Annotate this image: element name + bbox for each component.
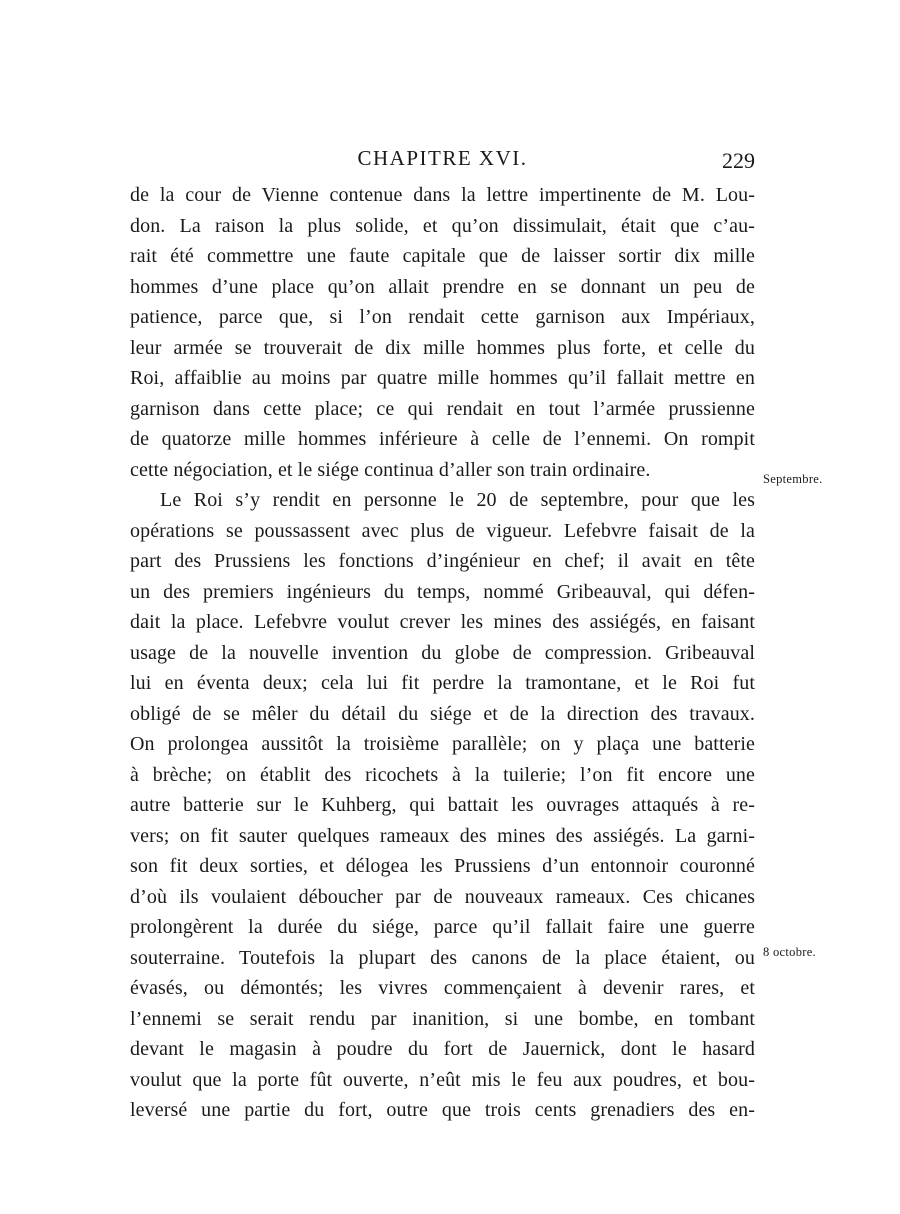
text-line: souterraine. Toutefois la plupart des canons de la place étaient, ou <box>130 946 755 969</box>
running-title: CHAPITRE XVI. <box>357 146 528 170</box>
text-line: voulut que la porte fût ouverte, n’eût mis le feu aux poudres, et bou- <box>130 1068 755 1091</box>
text-line: de la cour de Vienne contenue dans la lettre impertinente de M. Lou- <box>130 184 755 206</box>
page-number: 229 <box>722 148 755 173</box>
text-line: l’ennemi se serait rendu par inanition, si une bombe, en tombant <box>130 1007 755 1030</box>
text-line: son fit deux sorties, et délogea les Prussiens d’un entonnoir couronné <box>130 855 755 877</box>
text-line: prolongèrent la durée du siége, parce qu’il fallait faire une guerre <box>130 916 755 938</box>
text-line: à brèche; on établit des ricochets à la tuilerie; l’on fit encore une <box>130 763 755 786</box>
margin-note-septembre: Septembre. <box>763 472 823 486</box>
text-line: hommes d’une place qu’on allait prendre en se donnant un peu de <box>130 275 755 298</box>
text-line: d’où ils voulaient déboucher par de nouveaux rameaux. Ces chicanes <box>130 885 755 908</box>
text-line: autre batterie sur le Kuhberg, qui battait les ouvrages attaqués à re- <box>130 794 755 816</box>
text-line: garnison dans cette place; ce qui rendait en tout l’armée prussienne <box>130 397 755 420</box>
page-header <box>130 146 755 176</box>
text-line: lui en éventa deux; cela lui fit perdre la tramontane, et le Roi fut <box>130 672 755 694</box>
text-line: un des premiers ingénieurs du temps, nommé Gribeauval, qui défen- <box>130 580 755 603</box>
text-line: dait la place. Lefebvre voulut crever les mines des assiégés, en faisant <box>130 611 755 633</box>
body-text <box>130 180 755 1126</box>
text-line: Roi, affaiblie au moins par quatre mille hommes qu’il fallait mettre en <box>130 367 755 389</box>
text-line: obligé de se mêler du détail du siége et de la direction des travaux. <box>130 702 755 725</box>
text-line: patience, parce que, si l’on rendait cette garnison aux Impériaux, <box>130 306 755 328</box>
text-line: leur armée se trouverait de dix mille hommes plus forte, et celle du <box>130 336 755 359</box>
text-line: devant le magasin à poudre du fort de Jauernick, dont le hasard <box>130 1038 755 1060</box>
margin-note-octobre: 8 octobre. <box>763 945 816 959</box>
text-line: On prolongea aussitôt la troisième parallèle; on y plaça une batterie <box>130 733 755 755</box>
text-line: leversé une partie du fort, outre que trois cents grenadiers des en- <box>130 1099 755 1121</box>
text-line: cette négociation, et le siége continua d’aller son train ordinaire. <box>130 458 651 481</box>
text-line: rait été commettre une faute capitale que de laisser sortir dix mille <box>130 245 755 267</box>
text-line: vers; on fit sauter quelques rameaux des mines des assiégés. La garni- <box>130 824 755 847</box>
text-line: opérations se poussassent avec plus de vigueur. Lefebvre faisait de la <box>130 519 755 542</box>
text-line: évasés, ou démontés; les vivres commençaient à devenir rares, et <box>130 977 755 999</box>
text-line: don. La raison la plus solide, et qu’on dissimulait, était que c’au- <box>130 214 755 237</box>
text-line: de quatorze mille hommes inférieure à celle de l’ennemi. On rompit <box>130 428 755 450</box>
text-line: part des Prussiens les fonctions d’ingénieur en chef; il avait en tête <box>130 550 755 572</box>
text-line: Le Roi s’y rendit en personne le 20 de septembre, pour que les <box>160 489 755 511</box>
text-line: usage de la nouvelle invention du globe de compression. Gribeauval <box>130 641 755 664</box>
